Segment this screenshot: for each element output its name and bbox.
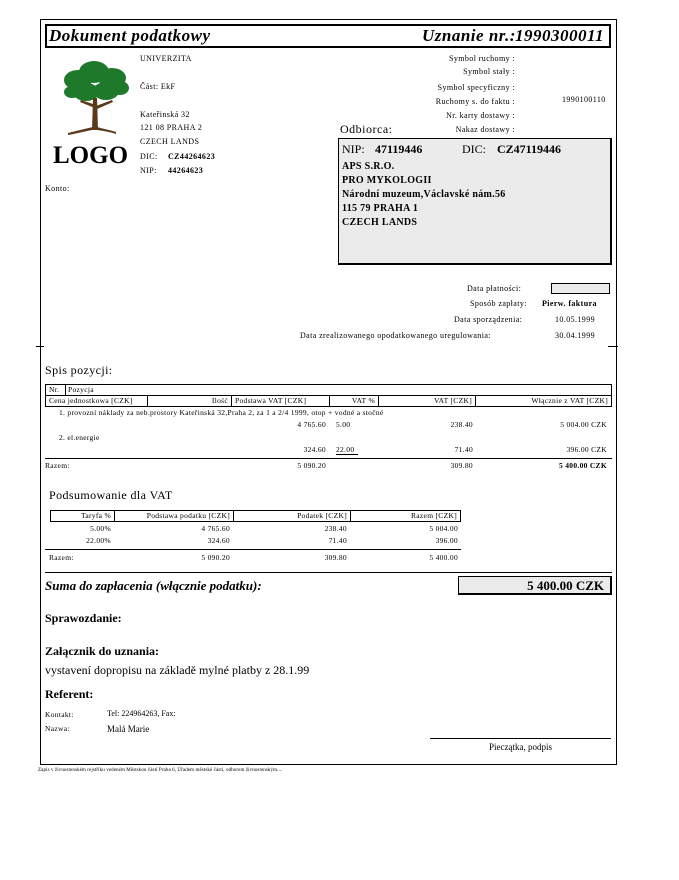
item-total: 396.00 CZK — [566, 445, 607, 454]
vat-summary-title: Podsumowanie dla VAT — [49, 488, 173, 502]
vat-sum-label: Razem: — [49, 553, 74, 562]
issuer-city: 121 08 PRAHA 2 — [140, 123, 203, 132]
stamp-label: Pieczątka, podpis — [489, 742, 552, 752]
total-line — [45, 572, 612, 573]
items-header-vat: VAT [CZK] — [378, 395, 476, 407]
vat-header-sum: Razem [CZK] — [350, 510, 461, 522]
symbol-label: Symbol stały : — [463, 67, 515, 76]
items-header-unit-price: Cena jednostkowa [CZK] — [45, 395, 148, 407]
items-sum-line — [45, 458, 612, 459]
recipient-dic-value: CZ47119446 — [497, 142, 562, 156]
symbol-label: Ruchomy s. do faktu : — [435, 97, 515, 106]
recipient-line: CZECH LANDS — [342, 217, 418, 228]
recipient-nip-label: NIP: — [342, 142, 365, 156]
symbol-value-ruchomy-do-faktu: 1990100110 — [562, 95, 606, 104]
contact-label: Kontakt: — [45, 710, 74, 719]
payment-method-label: Sposób zapłaty: — [470, 299, 527, 308]
recipient-nip-value: 47119446 — [375, 142, 423, 156]
number-label: Uznanie nr.: — [422, 26, 516, 45]
items-section-title: Spis pozycji: — [45, 363, 113, 377]
issuer-name: UNIVERZITA — [140, 54, 192, 63]
item-vat: 71.40 — [454, 445, 473, 454]
issuer-part: Část: EkF — [140, 82, 176, 91]
vat-base: 4 765.60 — [201, 524, 230, 533]
report-label: Sprawozdanie: — [45, 611, 122, 625]
recipient-line: APS S.R.O. — [342, 161, 395, 172]
item-vat-pct: 5.00 — [336, 420, 351, 429]
issuer-nip-label: NIP: — [140, 166, 157, 175]
vat-rate: 5.00% — [90, 524, 111, 533]
recipient-line: PRO MYKOLOGII — [342, 175, 432, 186]
due-date-field — [551, 283, 610, 294]
recipient-address — [342, 160, 506, 230]
vat-sum-tax: 309.80 — [324, 553, 347, 562]
item-description: 2. el.energie — [59, 433, 100, 442]
vat-sum: 396.00 — [435, 536, 458, 545]
items-sum-total: 5 400.00 CZK — [559, 461, 607, 470]
fold-mark — [608, 346, 618, 347]
fold-mark — [36, 346, 44, 347]
vat-sum-line — [45, 549, 461, 550]
document-title: Dokument podatkowy — [49, 26, 211, 45]
payment-method-value: Pierw. faktura — [542, 299, 597, 308]
vat-header-tax: Podatek [CZK] — [233, 510, 351, 522]
issuer-country: CZECH LANDS — [140, 137, 200, 146]
contact-value: Tel: 224964263, Fax: — [107, 709, 176, 718]
issue-date-value: 10.05.1999 — [555, 315, 595, 324]
items-header-position: Pozycja — [65, 384, 612, 396]
symbol-label: Nr. karty dostawy : — [446, 111, 515, 120]
attachment-text: vystavení dopropisu na základě mylné platby z 28.1.99 — [45, 663, 310, 677]
total-value: 5 400.00 CZK — [527, 578, 604, 593]
issuer-dic-label: DIC: — [140, 152, 158, 161]
issuer-dic-value: CZ44264623 — [168, 152, 216, 161]
items-header-vat-base: Podstawa VAT [CZK] — [231, 395, 330, 407]
konto-label: Konto: — [45, 184, 70, 193]
symbol-label: Symbol specyficzny : — [437, 83, 515, 92]
recipient-label: Odbiorca: — [340, 122, 393, 136]
document-number: 1990300011 — [515, 26, 605, 45]
taxable-date-value: 30.04.1999 — [555, 331, 595, 340]
items-header-total: Włącznie z VAT [CZK] — [475, 395, 612, 407]
vat-sum: 5 004.00 — [429, 524, 458, 533]
items-sum-base: 5 090.20 — [297, 461, 326, 470]
items-header-nr: Nr. — [45, 384, 66, 396]
signature-line — [430, 738, 611, 739]
vat-header-base: Podstawa podatku [CZK] — [114, 510, 234, 522]
vat-sum-total: 5 400.00 — [429, 553, 458, 562]
item-total: 5 004.00 CZK — [560, 420, 607, 429]
footer-note: Zapis v živnostenském rejstříku vedeném Městskou částí Praha 6, Úřadem městské části, odborem živnostenským.... — [38, 768, 283, 773]
recipient-line: Národní muzeum,Václavské nám.56 — [342, 189, 506, 200]
logo-text: LOGO — [53, 142, 129, 169]
taxable-date-label: Data zrealizowanego opodatkowanego uregulowania: — [300, 331, 491, 340]
symbol-label: Symbol ruchomy : — [449, 54, 515, 63]
due-date-label: Data płatności: — [467, 284, 522, 293]
item-vat-pct: 22.00 — [336, 445, 355, 454]
issuer-street: Kateřinská 32 — [140, 110, 190, 119]
recipient-dic-label: DIC: — [462, 142, 486, 156]
items-header-qty: Ilość — [147, 395, 232, 407]
items-header-vat-pct: VAT % — [329, 395, 379, 407]
name-value: Malá Marie — [107, 724, 150, 734]
issuer-nip-value: 44264623 — [168, 166, 204, 175]
item-vat-base: 324.60 — [303, 445, 326, 454]
pct-underline — [336, 454, 358, 455]
referent-label: Referent: — [45, 687, 94, 701]
symbol-label: Nakaz dostawy : — [455, 125, 515, 134]
vat-tax: 238.40 — [324, 524, 347, 533]
recipient-line: 115 79 PRAHA 1 — [342, 203, 419, 214]
vat-sum-base: 5 090.20 — [201, 553, 230, 562]
attachment-label: Załącznik do uznania: — [45, 644, 160, 658]
tree-logo-icon — [60, 58, 136, 140]
item-description: 1. provozní náklady za neb.prostory Kateřinská 32,Praha 2, za 1 a 2/4 1999, otop + vodné a stočné — [59, 408, 384, 417]
item-vat-base: 4 765.60 — [297, 420, 326, 429]
total-label: Suma do zapłacenia (włącznie podatku): — [45, 578, 262, 593]
vat-tax: 71.40 — [328, 536, 347, 545]
item-vat: 238.40 — [450, 420, 473, 429]
vat-rate: 22.00% — [86, 536, 111, 545]
name-label: Nazwa: — [45, 724, 70, 733]
items-sum-vat: 309.80 — [450, 461, 473, 470]
issue-date-label: Data sporządzenia: — [454, 315, 523, 324]
vat-base: 324.60 — [207, 536, 230, 545]
vat-header-rate: Taryfa % — [50, 510, 115, 522]
items-sum-label: Razem: — [45, 461, 70, 470]
